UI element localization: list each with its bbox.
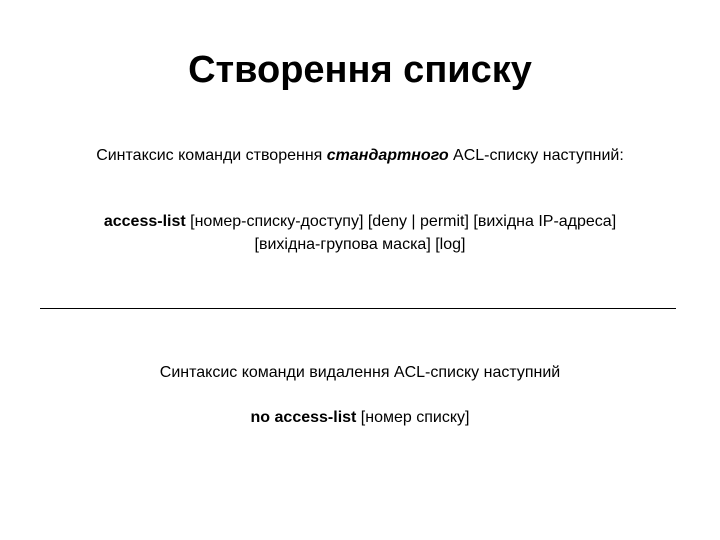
create-intro-emphasis: стандартного — [326, 147, 449, 164]
create-params-2: [вихідна-групова маска] [log] — [254, 236, 466, 253]
delete-command-keyword: no access-list — [250, 409, 357, 426]
create-params-1: [номер-списку-доступу] [deny | permit] [вихідна IP-адреса] — [185, 213, 617, 230]
create-syntax-line-1 — [0, 211, 720, 233]
create-syntax-line-2 — [0, 234, 720, 256]
section-divider — [40, 308, 676, 309]
create-intro — [0, 145, 720, 167]
delete-syntax-line — [0, 407, 720, 429]
slide-title: Створення списку — [188, 49, 532, 91]
create-command-keyword: access-list — [103, 213, 186, 230]
delete-params: [номер списку] — [356, 409, 470, 426]
create-intro-text: Синтаксис команди створення — [96, 147, 327, 164]
delete-intro: Синтаксис команди видалення ACL-списку наступний — [159, 364, 561, 381]
create-intro-tail: ACL-списку наступний: — [448, 147, 624, 164]
